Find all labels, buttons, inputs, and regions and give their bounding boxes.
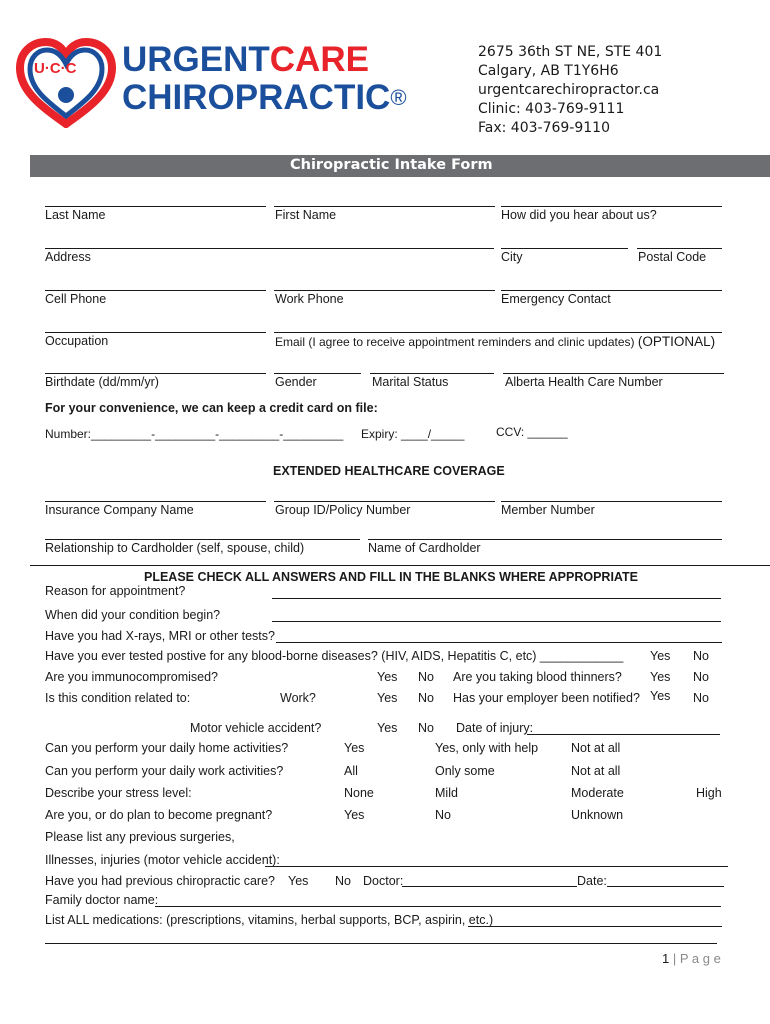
card-ccv-field[interactable]: CCV: ______ (496, 425, 568, 439)
thinners-label: Are you taking blood thinners? (453, 670, 622, 684)
member-label: Member Number (501, 503, 595, 517)
work-act-label: Can you perform your daily work activities? (45, 764, 284, 778)
email-text: Email (I agree to receive appointment reminders and clinic updates) (275, 335, 635, 349)
immuno-yes[interactable]: Yes (377, 670, 398, 684)
injury-date-line[interactable] (527, 734, 720, 735)
birthdate-line[interactable] (45, 373, 266, 374)
pregnant-label: Are you, or do plan to become pregnant? (45, 808, 273, 822)
insurance-line[interactable] (45, 501, 266, 502)
relationship-line[interactable] (45, 539, 360, 540)
first-name-label: First Name (275, 208, 337, 222)
cardholder-label: Name of Cardholder (368, 541, 481, 555)
member-line[interactable] (501, 501, 722, 502)
ahc-line[interactable] (503, 373, 724, 374)
work-label: Work? (280, 691, 316, 705)
cell-phone-label: Cell Phone (45, 292, 107, 306)
family-doc-label: Family doctor name: (45, 893, 159, 907)
work-act-only-some[interactable]: Only some (435, 764, 495, 778)
first-name-line[interactable] (274, 206, 495, 207)
occupation-line[interactable] (45, 332, 266, 333)
surgeries-label: Please list any previous surgeries, (45, 830, 235, 844)
injury-date-label: Date of injury: (456, 721, 534, 735)
work-yes[interactable]: Yes (377, 691, 398, 705)
clinic-name-chiropractic: CHIROPRACTIC (122, 78, 391, 117)
immuno-label: Are you immunocompromised? (45, 670, 218, 684)
insurance-label: Insurance Company Name (45, 503, 194, 517)
fax-number: Fax: 403-769-9110 (478, 120, 610, 136)
ahc-label: Alberta Health Care Number (505, 375, 663, 389)
date-label: Date: (577, 874, 607, 888)
blood-yes[interactable]: Yes (650, 649, 671, 663)
group-line[interactable] (274, 501, 495, 502)
medications-line[interactable] (468, 926, 722, 927)
thinners-yes[interactable]: Yes (650, 670, 671, 684)
mva-yes[interactable]: Yes (377, 721, 398, 735)
clinic-logo (14, 38, 118, 128)
marital-line[interactable] (370, 373, 494, 374)
stress-moderate[interactable]: Moderate (571, 786, 624, 800)
card-expiry-field[interactable]: Expiry: ____/_____ (361, 427, 465, 441)
blood-no[interactable]: No (693, 649, 709, 663)
birthdate-label: Birthdate (dd/mm/yr) (45, 375, 159, 389)
illnesses-line[interactable] (265, 866, 728, 867)
website[interactable]: urgentcarechiropractor.ca (478, 82, 660, 98)
stress-label: Describe your stress level: (45, 786, 192, 800)
blood-label: Have you ever tested postive for any blood-borne diseases? (HIV, AIDS, Hepatitis C, etc) ____________ (45, 649, 624, 663)
last-name-label: Last Name (45, 208, 106, 222)
cell-phone-line[interactable] (45, 290, 266, 291)
employer-label: Has your employer been notified? (453, 691, 640, 705)
pregnant-unknown[interactable]: Unknown (571, 808, 624, 822)
registered-mark: ® (390, 85, 407, 110)
cardholder-line[interactable] (368, 539, 722, 540)
related-label: Is this condition related to: (45, 691, 191, 705)
clinic-name-care: CARE (269, 40, 369, 79)
gender-line[interactable] (274, 373, 361, 374)
prev-chiro-label: Have you had previous chiropractic care? (45, 874, 275, 888)
employer-yes[interactable]: Yes (650, 689, 671, 703)
logo-initials: U·C·C (34, 60, 77, 77)
reason-line[interactable] (272, 598, 721, 599)
address-line1: 2675 36th ST NE, STE 401 (478, 44, 663, 60)
page-number: 1 (662, 951, 670, 966)
illnesses-label: Illnesses, injuries (motor vehicle accident): (45, 853, 280, 867)
group-label: Group ID/Policy Number (275, 503, 411, 517)
city-label: City (501, 250, 523, 264)
stress-none[interactable]: None (344, 786, 374, 800)
emergency-label: Emergency Contact (501, 292, 611, 306)
home-act-not-at-all[interactable]: Not at all (571, 741, 621, 755)
hear-about-label: How did you hear about us? (501, 208, 657, 222)
work-phone-label: Work Phone (275, 292, 344, 306)
family-doc-line[interactable] (155, 906, 721, 907)
immuno-no[interactable]: No (418, 670, 434, 684)
begin-line[interactable] (272, 621, 721, 622)
questions-divider (30, 565, 770, 566)
xrays-line[interactable] (276, 642, 722, 643)
occupation-label: Occupation (45, 334, 109, 348)
clinic-name-line1 (122, 40, 369, 80)
home-act-yes[interactable]: Yes (344, 741, 365, 755)
clinic-phone: Clinic: 403-769-9111 (478, 101, 625, 117)
reason-label: Reason for appointment? (45, 584, 186, 598)
stress-mild[interactable]: Mild (435, 786, 458, 800)
city-line[interactable] (501, 248, 628, 249)
work-no[interactable]: No (418, 691, 434, 705)
pregnant-yes[interactable]: Yes (344, 808, 365, 822)
last-name-line[interactable] (45, 206, 266, 207)
address-line2: Calgary, AB T1Y6H6 (478, 63, 619, 79)
work-act-not-at-all[interactable]: Not at all (571, 764, 621, 778)
stress-high[interactable]: High (696, 786, 722, 800)
page-word: | P a g e (672, 951, 721, 966)
clinic-name-urgent: URGENT (122, 40, 270, 79)
heart-logo-icon (14, 38, 118, 128)
hear-about-line[interactable] (501, 206, 722, 207)
postal-line[interactable] (637, 248, 722, 249)
email-label (275, 334, 715, 349)
date-line[interactable] (607, 886, 724, 887)
form-title: Chiropractic Intake Form (290, 157, 493, 173)
begin-label: When did your condition begin? (45, 608, 221, 622)
doctor-label: Doctor: (363, 874, 404, 888)
postal-label: Postal Code (638, 250, 707, 264)
prev-chiro-yes[interactable]: Yes (288, 874, 309, 888)
marital-label: Marital Status (372, 375, 449, 389)
home-act-label: Can you perform your daily home activities? (45, 741, 289, 755)
home-act-yes-help[interactable]: Yes, only with help (435, 741, 539, 755)
pregnant-no[interactable]: No (435, 808, 451, 822)
mva-label: Motor vehicle accident? (190, 721, 322, 735)
work-phone-line[interactable] (274, 290, 495, 291)
xrays-label: Have you had X-rays, MRI or other tests? (45, 629, 275, 643)
card-number-field[interactable]: Number:_________-_________-_________-_________ (45, 427, 344, 441)
page-footer (662, 951, 721, 966)
thinners-no[interactable]: No (693, 670, 709, 684)
work-act-all[interactable]: All (344, 764, 358, 778)
gender-label: Gender (275, 375, 317, 389)
doctor-line[interactable] (402, 886, 577, 887)
questions-heading: PLEASE CHECK ALL ANSWERS AND FILL IN THE BLANKS WHERE APPROPRIATE (144, 570, 639, 584)
coverage-heading: EXTENDED HEALTHCARE COVERAGE (273, 464, 505, 478)
emergency-line[interactable] (501, 290, 722, 291)
relationship-label: Relationship to Cardholder (self, spouse, child) (45, 541, 305, 555)
credit-heading: For your convenience, we can keep a credit card on file: (45, 401, 378, 415)
email-line[interactable] (274, 332, 722, 333)
mva-no[interactable]: No (418, 721, 434, 735)
address-line[interactable] (45, 248, 494, 249)
address-label: Address (45, 250, 91, 264)
medications-line-2[interactable] (45, 943, 717, 944)
employer-no[interactable]: No (693, 691, 709, 705)
prev-chiro-no[interactable]: No (335, 874, 351, 888)
medications-label: List ALL medications: (prescriptions, vitamins, herbal supports, BCP, aspirin, etc.) (45, 913, 494, 927)
clinic-name-line2 (122, 78, 407, 118)
email-optional: (OPTIONAL) (637, 334, 716, 349)
clinic-contact (478, 43, 662, 138)
